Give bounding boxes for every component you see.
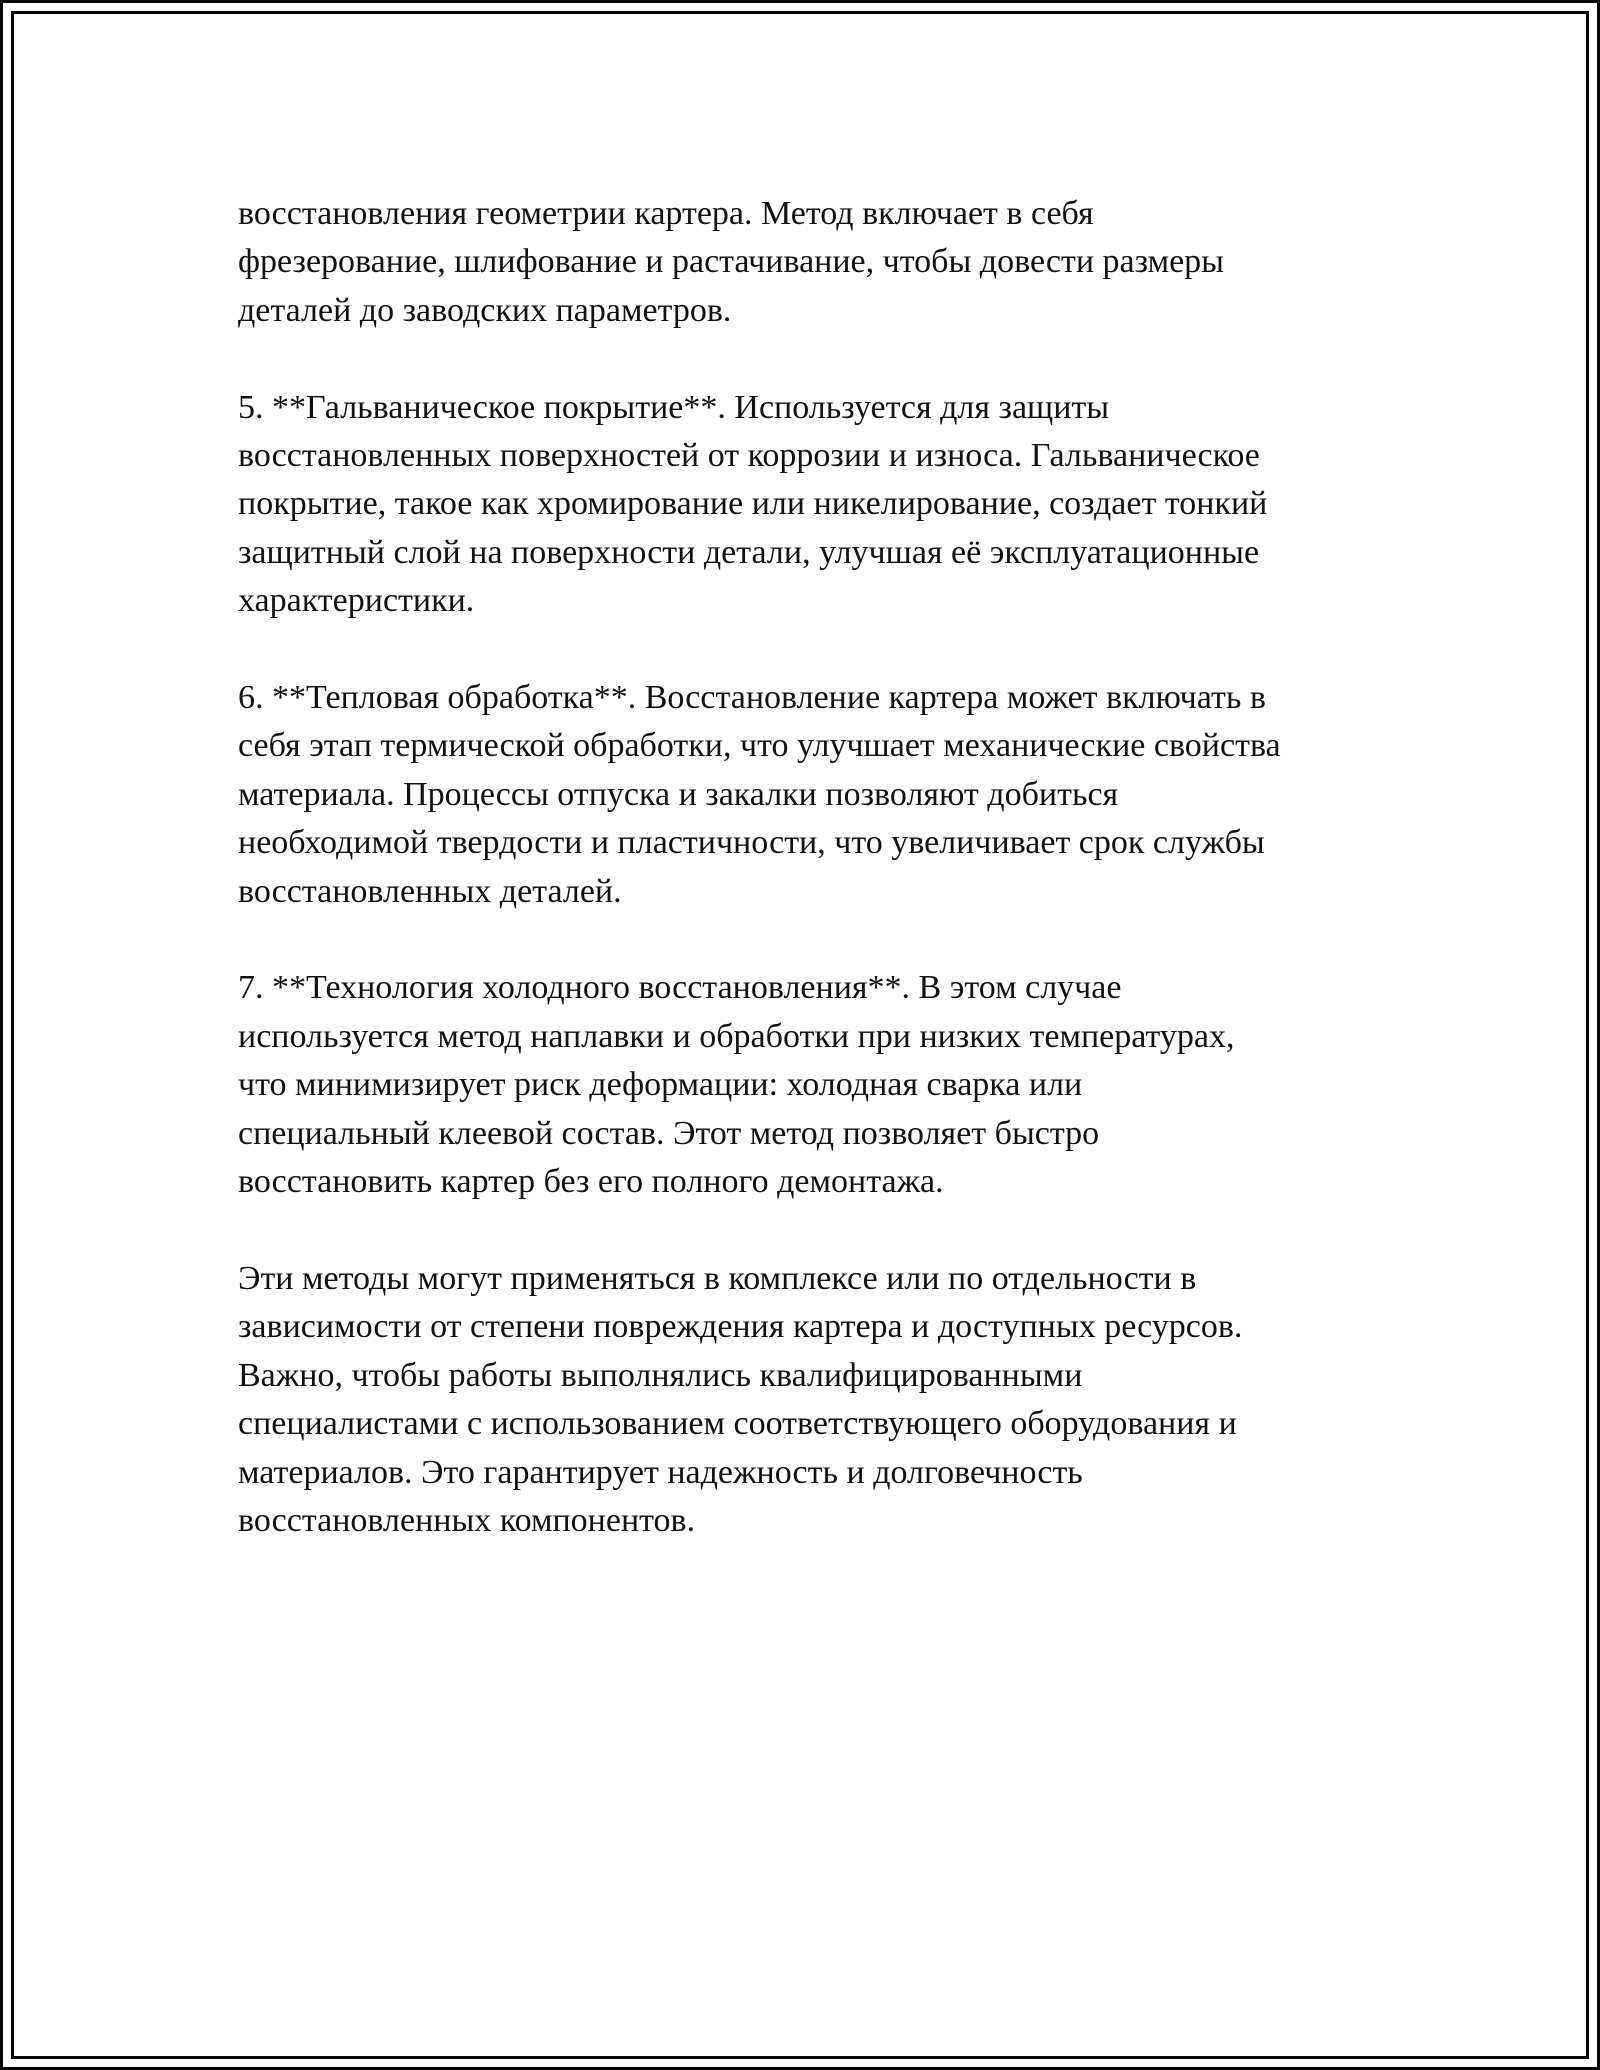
text-line: восстановить картер без его полного демонтажа. — [238, 1163, 944, 1201]
text-line: необходимой твердости и пластичности, что увеличивает срок службы — [238, 824, 1265, 862]
text-line: используется метод наплавки и обработки при низких температурах, — [238, 1017, 1235, 1055]
text-line: что минимизирует риск деформации: холодная сварка или — [238, 1066, 1083, 1104]
text-line: специальный клеевой состав. Этот метод позволяет быстро — [238, 1114, 1100, 1152]
paragraph-item-6-heat-treatment — [238, 674, 1378, 916]
text-line: восстановленных поверхностей от коррозии и износа. Гальваническое — [238, 437, 1260, 475]
text-line: специалистами с использованием соответствующего оборудования и — [238, 1405, 1237, 1443]
paragraph-milling-continuation — [238, 190, 1378, 335]
text-line: 5. **Гальваническое покрытие**. Используется для защиты — [238, 388, 1110, 426]
text-line: зависимости от степени повреждения картера и доступных ресурсов. — [238, 1308, 1243, 1346]
text-line: восстановления геометрии картера. Метод включает в себя — [238, 195, 1094, 232]
paragraph-conclusion — [238, 1255, 1378, 1545]
text-line: Эти методы могут применяться в комплексе или по отдельности в — [238, 1259, 1197, 1297]
document-body — [238, 190, 1378, 1594]
text-line: Важно, чтобы работы выполнялись квалифицированными — [238, 1356, 1083, 1394]
paragraph-item-7-cold-restoration — [238, 964, 1378, 1206]
text-line: материала. Процессы отпуска и закалки позволяют добиться — [238, 775, 1119, 813]
text-line: фрезерование, шлифование и растачивание, чтобы довести размеры — [238, 243, 1225, 281]
text-line: покрытие, такое как хромирование или никелирование, создает тонкий — [238, 485, 1268, 523]
text-line: восстановленных деталей. — [238, 872, 622, 910]
text-line: 7. **Технология холодного восстановления**. В этом случае — [238, 969, 1122, 1007]
text-line: материалов. Это гарантирует надежность и долговечность — [238, 1453, 1083, 1491]
text-line: характеристики. — [238, 582, 475, 620]
text-line: 6. **Тепловая обработка**. Восстановление картера может включать в — [238, 679, 1266, 717]
text-line: защитный слой на поверхности детали, улучшая её эксплуатационные — [238, 533, 1260, 571]
text-line: себя этап термической обработки, что улучшает механические свойства — [238, 727, 1281, 765]
paragraph-item-5-galvanic-coating — [238, 384, 1378, 626]
text-line: деталей до заводских параметров. — [238, 291, 732, 329]
text-line: восстановленных компонентов. — [238, 1501, 696, 1539]
